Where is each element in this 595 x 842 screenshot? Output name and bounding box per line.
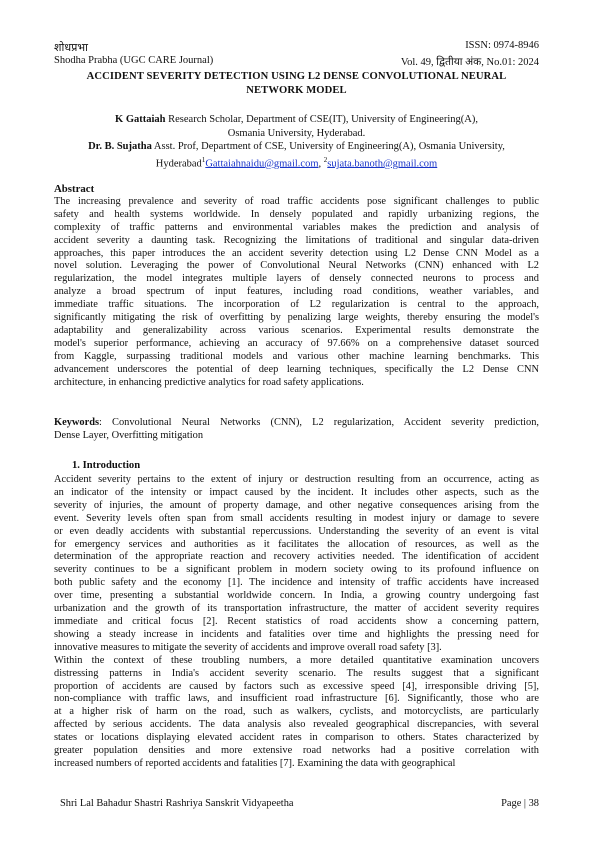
author-block: K Gattaiah Research Scholar, Department of CSE(IT), University of Engineering(A), Osmania University, Hyderabad. Dr. B. Sujatha Asst. Prof, Department of CSE, University of Engineering(A), Osmania University, Hyderabad$^1$Gattaiahnaidu@gmail.com, $^2$sujata.banoth@gmail.com <box>54 113 539 171</box>
text-line: significantly mitigating the risk of overfitting by penalizing large weights, thereby ensuring the model's <box>54 312 539 324</box>
text-line: complexity of traffic patterns and environmental variables makes the prediction and analysis of <box>54 221 539 233</box>
author-1: K Gattaiah Research Scholar, Department of CSE(IT), University of Engineering(A), <box>115 114 478 125</box>
text-line: immediate and critical focus [2]. Recent statistics of road accidents show a concerning pattern, <box>54 615 539 627</box>
keywords-section: Keywords: Convolutional Neural Networks (CNN), L2 regularization, Accident severity prediction, Dense Layer, Overfitting mitigation <box>54 417 539 441</box>
text-line: non-compliance with traffic laws, and insufficient road infrastructure [6]. Significantly, those who are <box>54 693 539 705</box>
text-line: urbanization and the growth of its transportation infrastructure, the matter of accident severity requires <box>54 603 539 615</box>
text-line: from Kaggle, surpassing traditional models and various other machine learning benchmarks. This <box>54 350 539 362</box>
text-line: novel solution. Leveraging the power of Convolutional Neural Networks (CNN) enhanced with L2 <box>54 260 539 272</box>
text-line: regularization, the model integrates multiple layers of densely connected neurons to process and <box>54 273 539 285</box>
text-line: distressing patterns in India's accident severity scenario. The results suggest that a significant <box>54 667 539 679</box>
text-line: Within the context of these troubling numbers, a more detailed quantitative examination uncovers <box>54 654 539 666</box>
text-line: Accident severity pertains to the extent of injury or destruction resulting from an occurrence, acting as <box>54 474 539 485</box>
text-line: architecture, in enhancing predictive analytics for road safety applications. <box>54 376 364 388</box>
keywords-label: Keywords <box>54 417 100 428</box>
text-line: approaches, this paper introduces the an accident severity detection using L2 Dense CNN Model as a <box>54 247 539 259</box>
text-line: analyze a broad spectrum of input features, including road conditions, weather variables, and <box>54 286 539 298</box>
text-line: advancement underscores the potential of deep learning techniques, specifically the L2 Dense CNN <box>54 363 539 375</box>
volume-info: Vol. 49, द्वितीया अंक, No.01: 2024 <box>400 57 539 68</box>
page-number: Page | 38 <box>501 798 539 809</box>
abstract-heading: Abstract <box>54 183 95 195</box>
abstract-section <box>54 183 539 390</box>
author-2: Dr. B. Sujatha Asst. Prof, Department of CSE, University of Engineering(A), Osmania University, <box>88 141 505 153</box>
text-line: showing a steady increase in incidents and fatalities over time and highlights the pressing need for <box>54 628 539 640</box>
footer-institution: Shri Lal Bahadur Shastri Rashriya Sanskrit Vidyapeetha <box>60 798 294 809</box>
text-line: determination of the appropriate reaction and recovery activities needed. The identification of accident <box>54 551 539 563</box>
abstract-body <box>54 196 539 390</box>
text-line: The increasing prevalence and severity of road traffic accidents pose significant challenges to public <box>54 195 539 207</box>
text-line: or even deadly accidents with substantial repercussions. Understanding the severity of an event is vital <box>54 525 539 537</box>
text-line: over time, presenting a substantial worldwide concern. In India, a growing country undergoing fast <box>54 590 539 602</box>
journal-hindi-name: शोधप्रभा <box>54 42 88 54</box>
text-line: safety and health systems worldwide. In densely populated and rapidly urbanizing regions, the <box>54 208 539 220</box>
text-line: both public safety and the economy [1]. The incidence and intensity of traffic accidents have increased <box>54 577 539 589</box>
text-line: immediate traffic situations. The incorporation of L2 regularization is central to the approach, <box>54 299 539 311</box>
text-line: adaptability and generalizability across various scenarios. Experimental results demonstrate the <box>54 324 539 336</box>
paper-title: ACCIDENT SEVERITY DETECTION USING L2 DENSE CONVOLUTIONAL NEURAL NETWORK MODEL <box>86 71 507 96</box>
text-line: severity continues to be a significant problem in modern society owing to its profound influence on <box>54 564 539 576</box>
email-link-1[interactable]: Gattaiahnaidu@gmail.com <box>205 158 319 170</box>
text-line: at a higher risk of harm on the road, such as walkers, cyclists, and motorcyclists, are particularly <box>54 706 539 718</box>
text-line: innovative measures to mitigate the severity of accidents and improve overall road safety [3]. <box>54 641 442 653</box>
text-line: model's superior performance, achieving an accuracy of 97.66% on a comprehensive dataset sourced <box>54 337 539 349</box>
text-line: for emergency services and authorities as it facilitates the allocation of resources, as well as the <box>54 538 539 550</box>
text-line: states or locations displaying elevated accident rates in comparison to others. States characterized by <box>54 732 539 744</box>
text-line: proportion of accidents are caused by factors such as excessive speed [4], irresponsible driving [5], <box>54 680 539 692</box>
journal-name: Shodha Prabha (UGC CARE Journal) <box>54 55 214 66</box>
page-footer <box>60 798 539 809</box>
text-line: increased numbers of reported accidents and fatalities [7]. Examining the data with geographical <box>54 757 456 769</box>
text-line: event. Severity levels often span from small accidents resulting in modest injury or damage to severe <box>54 512 539 524</box>
section-heading-introduction: 1. Introduction <box>72 460 141 471</box>
email-link-2[interactable]: sujata.banoth@gmail.com <box>327 158 438 170</box>
issn: ISSN: 0974-8946 <box>465 40 539 51</box>
introduction-body <box>54 474 539 771</box>
text-line: severity of injuries, the amount of property damage, and other negative consequences arising from the <box>54 499 539 511</box>
text-line: accident severity a daunting task. Recognizing the limitations of traditional and singular data-driven <box>54 234 539 246</box>
text-line: greater population densities and more extensive road networks had a positive correlation with <box>54 745 539 757</box>
text-line: an indicator of the intensity or impact caused by the incident. It includes other aspects, such as the <box>54 486 539 498</box>
text-line: affected by serious accidents. The data analysis also revealed geographical discrepancies, with several <box>54 719 539 731</box>
